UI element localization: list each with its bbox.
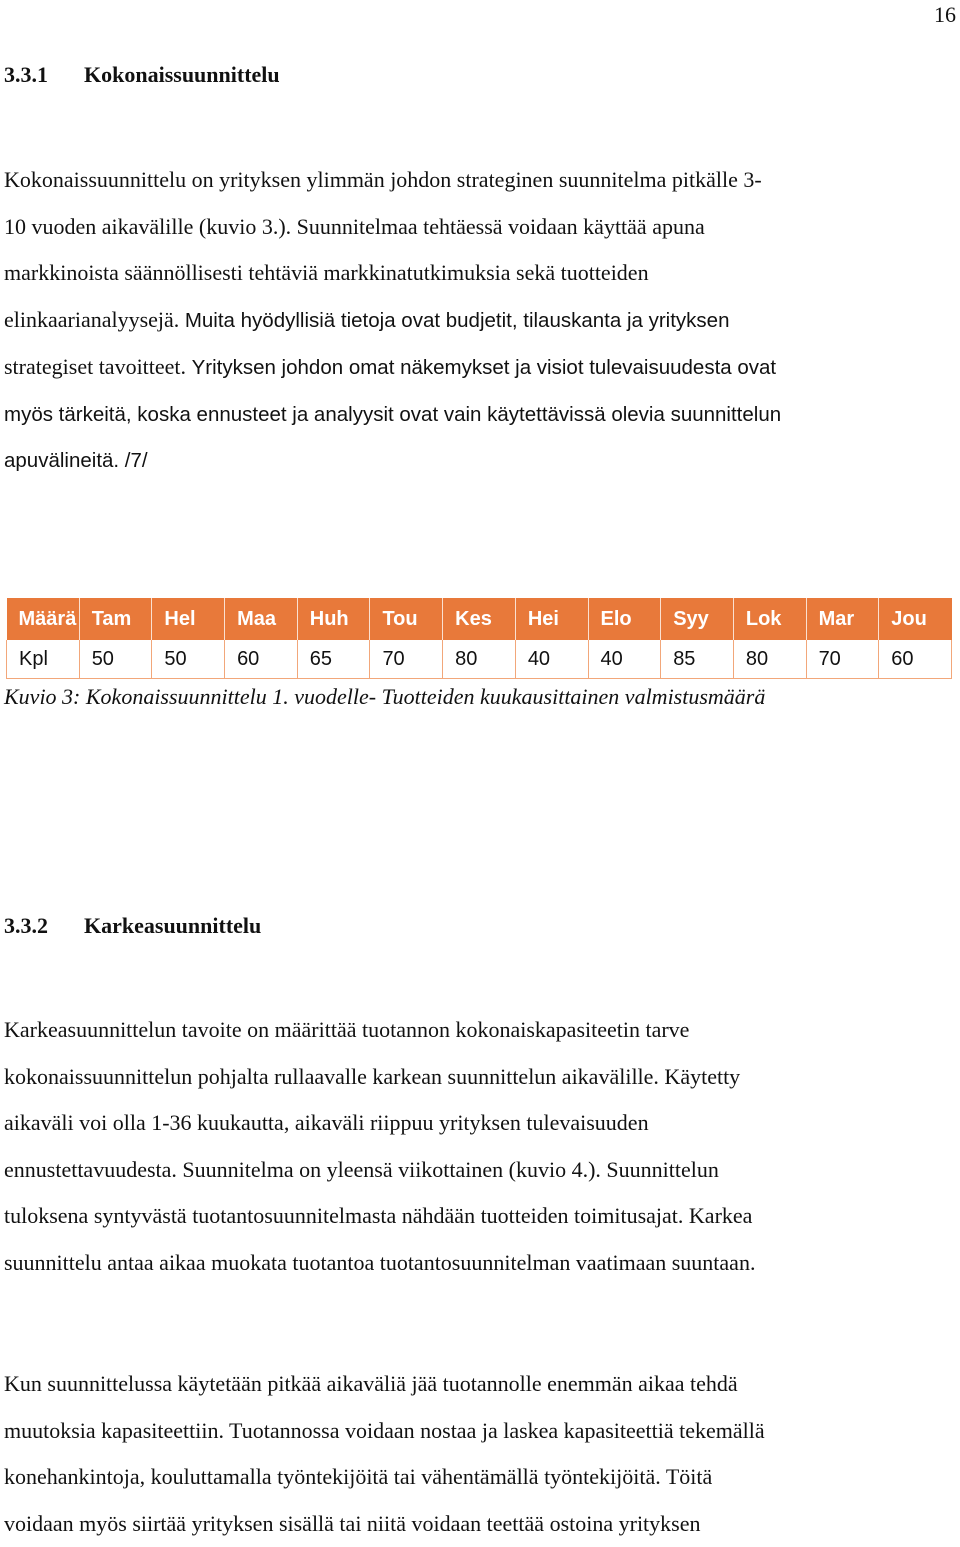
table-header-cell: Kes [443,598,516,640]
table-cell: 80 [733,640,806,679]
monthly-production-table [6,598,952,679]
paragraph-karkeasuunnittelu-1 [4,1007,944,1286]
section-title: Kokonaissuunnittelu [84,62,280,87]
paragraph-line: voidaan myös siirtää yrityksen sisällä tai niitä voidaan teettää ostoina yrityksen [4,1501,944,1547]
section-title: Karkeasuunnittelu [84,913,261,938]
paragraph-line: konehankintoja, kouluttamalla työntekijöitä tai vähentämällä työntekijöitä. Töitä [4,1454,944,1501]
table-row [7,640,952,679]
paragraph-line: kokonaissuunnittelun pohjalta rullaavalle karkean suunnittelun aikavälille. Käytetty [4,1054,944,1101]
table-cell: 70 [806,640,879,679]
paragraph-line-sans-part: Muita hyödyllisiä tietoja ovat budjetit, tilauskanta ja yrityksen [185,309,730,332]
table-header-cell: Elo [588,598,661,640]
paragraph-kokonaissuunnittelu [4,157,944,485]
page-number: 16 [934,2,956,28]
table-header-cell: Hel [152,598,225,640]
table-cell: 65 [297,640,370,679]
table-header-cell: Tam [79,598,152,640]
table-header-cell: Huh [297,598,370,640]
paragraph-line: markkinoista säännöllisesti tehtäviä markkinatutkimuksia sekä tuotteiden [4,250,944,297]
table-cell: 85 [661,640,734,679]
table-cell: 60 [879,640,952,679]
table-cell: 50 [79,640,152,679]
table-cell: 80 [443,640,516,679]
table-header-cell: Määrä [7,598,80,640]
table-cell: 50 [152,640,225,679]
paragraph-line: Kokonaissuunnittelu on yrityksen ylimmän johdon strateginen suunnitelma pitkälle 3- [4,157,944,204]
table-header-cell: Jou [879,598,952,640]
paragraph-line: Kun suunnittelussa käytetään pitkää aikaväliä jää tuotannolle enemmän aikaa tehdä [4,1361,944,1408]
paragraph-line-serif-part: strategiset tavoitteet. [4,354,192,379]
table-cell: 40 [588,640,661,679]
paragraph-line: ennustettavuudesta. Suunnitelma on yleensä viikottainen (kuvio 4.). Suunnittelun [4,1147,944,1194]
paragraph-line: tuloksena syntyvästä tuotantosuunnitelmasta nähdään tuotteiden toimitusajat. Karkea [4,1193,944,1240]
table-header-cell: Lok [733,598,806,640]
paragraph-line: aikaväli voi olla 1-36 kuukautta, aikaväli riippuu yrityksen tulevaisuuden [4,1100,944,1147]
section-number: 3.3.2 [4,913,84,939]
monthly-production-table-wrapper [6,598,952,679]
table-header-row [7,598,952,640]
paragraph-line [4,297,944,345]
figure-caption: Kuvio 3: Kokonaissuunnittelu 1. vuodelle- Tuotteiden kuukausittainen valmistusmäärä [4,684,765,710]
table-header-cell: Hei [515,598,588,640]
paragraph-line: myös tärkeitä, koska ennusteet ja analyysit ovat vain käytettävissä olevia suunnittelun [4,392,944,439]
section-heading-karkeasuunnittelu [4,913,261,939]
table-cell: 60 [225,640,298,679]
paragraph-line: suunnittelu antaa aikaa muokata tuotantoa tuotantosuunnitelman vaatimaan suuntaan. [4,1240,944,1287]
section-heading-kokonaissuunnittelu [4,62,280,88]
paragraph-line: muutoksia kapasiteettiin. Tuotannossa voidaan nostaa ja laskea kapasiteettiä tekemällä [4,1408,944,1455]
table-cell: 40 [515,640,588,679]
table-cell: Kpl [7,640,80,679]
paragraph-karkeasuunnittelu-2 [4,1361,944,1547]
table-header-cell: Mar [806,598,879,640]
table-header-cell: Syy [661,598,734,640]
paragraph-line: apuvälineitä. /7/ [4,438,944,485]
paragraph-line: Karkeasuunnittelun tavoite on määrittää tuotannon kokonaiskapasiteetin tarve [4,1007,944,1054]
table-header-cell: Maa [225,598,298,640]
paragraph-line-serif-part: elinkaarianalyysejä. [4,307,185,332]
table-cell: 70 [370,640,443,679]
paragraph-line-sans-part: Yrityksen johdon omat näkemykset ja visiot tulevaisuudesta ovat [192,356,777,379]
table-header-cell: Tou [370,598,443,640]
paragraph-line: 10 vuoden aikavälille (kuvio 3.). Suunnitelmaa tehtäessä voidaan käyttää apuna [4,204,944,251]
section-number: 3.3.1 [4,62,84,88]
paragraph-line [4,344,944,392]
